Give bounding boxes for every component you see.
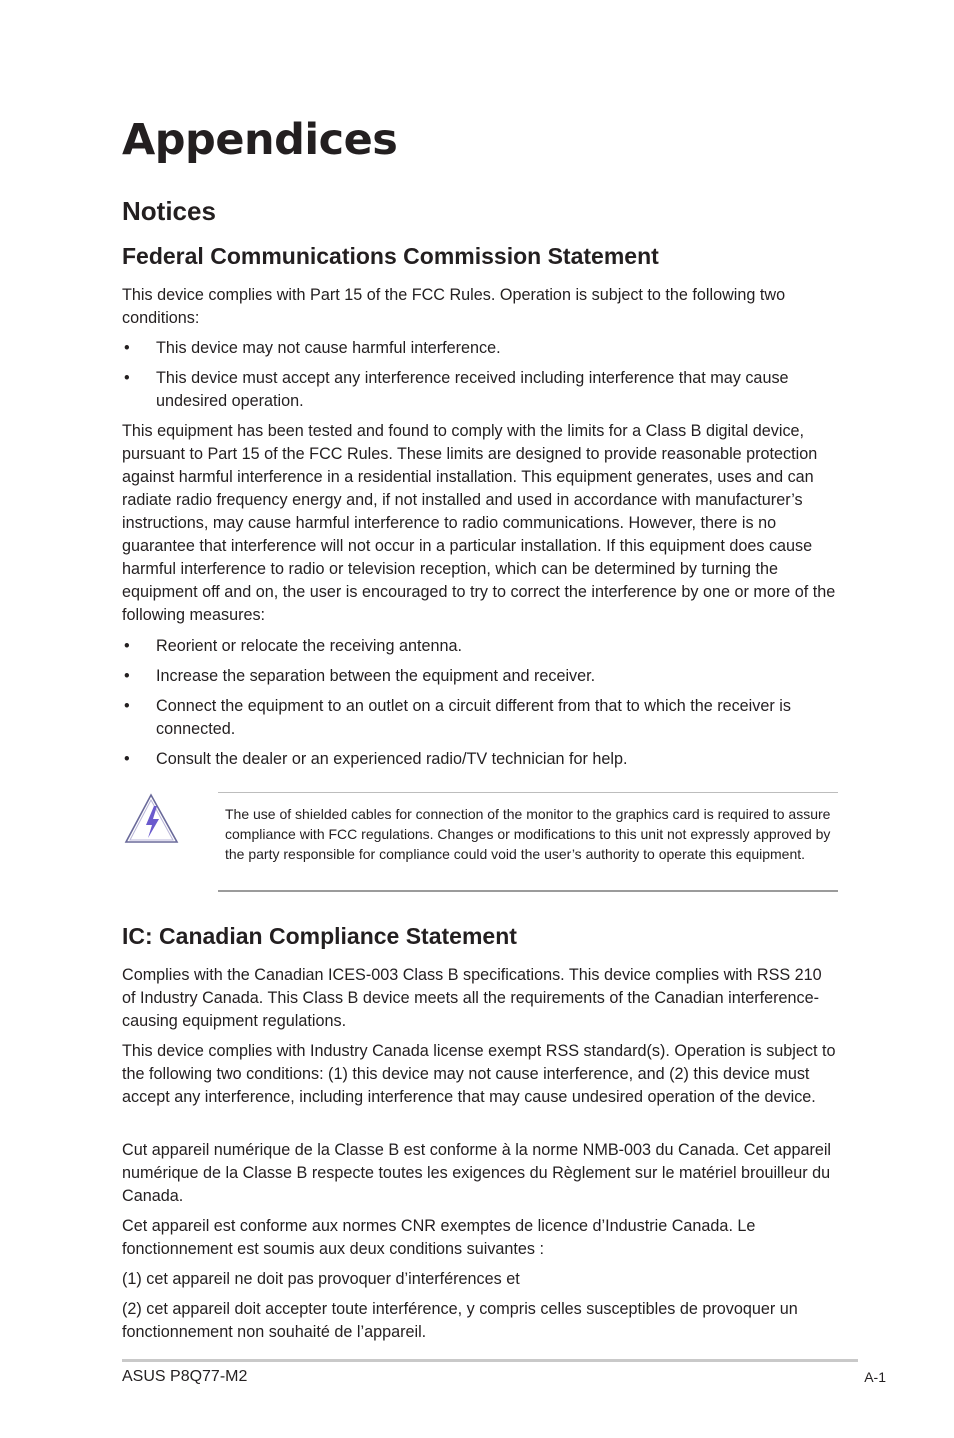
ic-paragraph-4: Cet appareil est conforme aux normes CNR exemptes de licence d’Industrie Canada. Le fonctionnement est soumis aux deux conditions suivantes :: [122, 1217, 756, 1258]
chapter-title: Appendices: [122, 115, 398, 165]
ic-heading: IC: Canadian Compliance Statement: [122, 923, 517, 949]
warning-lightning-icon: [124, 792, 180, 848]
footer-page-number: A-1: [864, 1369, 886, 1385]
fcc-condition-text: This device must accept any interference received including interference that may cause undesired operation.: [156, 369, 789, 410]
ic-paragraph-1: Complies with the Canadian ICES-003 Class B specifications. This device complies with RSS 210 of Industry Canada. This Class B device meets all the requirements of the Canadian interference-causing equipment regulations.: [122, 966, 822, 1030]
fcc-condition-text: This device may not cause harmful interference.: [156, 339, 501, 357]
fcc-heading: Federal Communications Commission Statement: [122, 243, 659, 269]
bullet-dot: •: [124, 697, 130, 715]
fcc-measure-3: [122, 695, 838, 741]
note-box: [218, 792, 838, 892]
fcc-measure-text: Increase the separation between the equipment and receiver.: [156, 667, 596, 685]
bullet-dot: •: [124, 667, 130, 685]
fcc-condition-2: [122, 367, 838, 413]
fcc-measure-4: [122, 748, 838, 771]
footer-product: ASUS P8Q77-M2: [122, 1368, 248, 1385]
fcc-measure-text: Connect the equipment to an outlet on a circuit different from that to which the receiver is connected.: [156, 697, 791, 738]
fcc-body: This equipment has been tested and found to comply with the limits for a Class B digital device, pursuant to Part 15 of the FCC Rules. These limits are designed to provide reasonable protection against harmful interference in a residential installation. This equipment generates, uses and can radiate radio frequency energy and, if not installed and used in accordance with manufacturer’s instructions, may cause harmful interference to radio communications. However, there is no guarantee that interference will not occur in a particular installation. If this equipment does cause harmful interference to radio or television reception, which can be determined by turning the equipment off and on, the user is encouraged to try to correct the interference by one or more of the following measures:: [122, 422, 836, 624]
bullet-dot: •: [124, 369, 130, 387]
fcc-measure-1: [122, 635, 838, 658]
bullet-dot: •: [124, 637, 130, 655]
ic-paragraph-6: (2) cet appareil doit accepter toute interférence, y compris celles susceptibles de provoquer un fonctionnement non souhaité de l’appareil.: [122, 1300, 798, 1341]
footer-divider: [122, 1359, 858, 1362]
fcc-measure-text: Reorient or relocate the receiving antenna.: [156, 637, 462, 655]
ic-paragraph-5: (1) cet appareil ne doit pas provoquer d’interférences et: [122, 1270, 520, 1288]
ic-paragraph-2: This device complies with Industry Canada license exempt RSS standard(s). Operation is subject to the following two conditions: (1) this device may not cause interference, and (2) this device must accept any interference, including interference that may cause undesired operation of the device.: [122, 1042, 836, 1106]
ic-paragraph-3: Cut appareil numérique de la Classe B est conforme à la norme NMB-003 du Canada. Cet appareil numérique de la Classe B respecte toutes les exigences du Règlement sur le matériel brouilleur du Canada.: [122, 1141, 832, 1205]
note-text: The use of shielded cables for connection of the monitor to the graphics card is required to assure compliance with FCC regulations. Changes or modifications to this unit not expressly approved by the party responsible for compliance could void the user’s authority to operate this equipment.: [225, 806, 831, 862]
fcc-condition-1: [122, 337, 838, 360]
fcc-intro: This device complies with Part 15 of the FCC Rules. Operation is subject to the following two conditions:: [122, 286, 786, 327]
bullet-dot: •: [124, 339, 130, 357]
section-title: Notices: [122, 196, 216, 226]
fcc-measure-2: [122, 665, 838, 688]
fcc-measure-text: Consult the dealer or an experienced radio/TV technician for help.: [156, 750, 628, 768]
bullet-dot: •: [124, 750, 130, 768]
